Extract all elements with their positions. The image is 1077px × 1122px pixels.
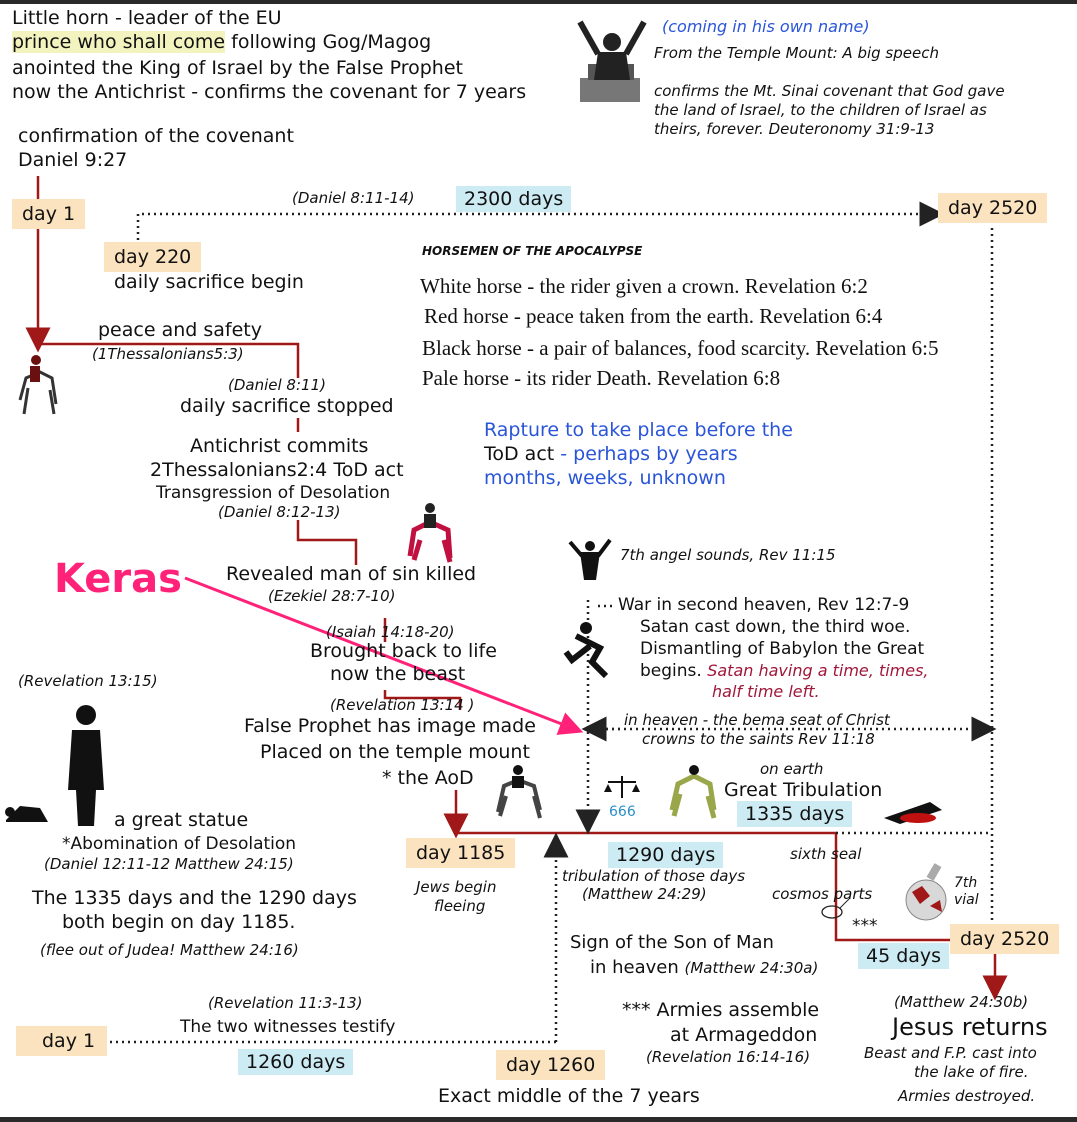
pale-horse-rider xyxy=(672,765,714,818)
red-horse: Red horse - peace taken from the earth. Revelation 6:4 xyxy=(424,304,883,328)
day-220: day 220 xyxy=(104,242,201,272)
vial-label: vial xyxy=(954,892,979,908)
ref-rev-1314: (Revelation 13:14 ) xyxy=(330,696,475,714)
placed-temple: Placed on the temple mount xyxy=(260,741,530,763)
satan-line-1: Satan cast down, the third woe. xyxy=(640,617,911,637)
ref-dan-811: (Daniel 8:11) xyxy=(228,376,326,394)
sixth-seal: sixth seal xyxy=(790,845,862,863)
ref-isaiah: (Isaiah 14:18-20) xyxy=(326,623,455,641)
rapture-tod: ToD act xyxy=(484,443,555,465)
worshipper-figure xyxy=(5,806,48,822)
great-statue: a great statue xyxy=(114,809,249,831)
header-line-1: Little horn - leader of the EU xyxy=(12,7,282,29)
beast-line-2: the lake of fire. xyxy=(914,1063,1029,1081)
covenant-line-1: confirmation of the covenant xyxy=(18,125,294,147)
day-2520-top: day 2520 xyxy=(938,193,1047,223)
slain-figure xyxy=(884,802,942,824)
white-horse-rider xyxy=(20,355,56,414)
peace-and-safety: peace and safety xyxy=(98,319,262,341)
rapture-line-2 xyxy=(484,442,738,466)
armies-line-2: at Armageddon xyxy=(670,1024,818,1046)
confirms-line-3: theirs, forever. Deuteronomy 31:9-13 xyxy=(654,120,935,138)
ref-rev-113: (Revelation 11:3-13) xyxy=(208,994,363,1012)
pale-horse: Pale horse - its rider Death. Revelation 6:8 xyxy=(422,366,781,390)
bema-line-1: in heaven - the bema seat of Christ xyxy=(624,711,890,729)
aod: the AoD xyxy=(397,767,474,789)
day-1-bottom: day 1 xyxy=(16,1026,107,1056)
jesus-returns: Jesus returns xyxy=(892,1013,1048,1041)
header-line-2 xyxy=(12,30,431,54)
transgression: Transgression of Desolation xyxy=(156,483,391,503)
ref-flee: (flee out of Judea! Matthew 24:16) xyxy=(40,941,299,959)
abom-star: * xyxy=(62,834,71,854)
jews-line-1: Jews begin xyxy=(416,878,497,896)
on-earth: on earth xyxy=(760,760,824,778)
balance-scale-icon xyxy=(604,776,640,798)
ref-ezekiel: (Ezekiel 28:7-10) xyxy=(268,587,396,605)
ref-dan-812: (Daniel 8:12-13) xyxy=(218,503,341,521)
jews-line-2: fleeing xyxy=(434,897,486,915)
revealed-man-of-sin: Revealed man of sin killed xyxy=(226,563,477,585)
vial-earth-icon xyxy=(906,863,946,920)
thess-24: 2Thessalonians2:4 xyxy=(150,459,328,481)
war-heaven: War in second heaven, Rev 12:7-9 xyxy=(618,595,910,615)
temple-speech: From the Temple Mount: A big speech xyxy=(654,44,939,62)
statue-figure xyxy=(68,705,104,826)
number-666: 666 xyxy=(609,804,636,820)
satan-time-1: Satan having a time, times, xyxy=(707,661,929,680)
ref-dan-1211: (Daniel 12:11-12 Matthew 24:15) xyxy=(44,855,294,873)
satan-time-2: half time left. xyxy=(712,682,820,701)
header-line-3: anointed the King of Israel by the False Prophet xyxy=(12,57,463,79)
rapture-line-1: Rapture to take place before the xyxy=(484,419,793,441)
cosmos-stars: *** xyxy=(852,916,878,936)
abom-text: Abomination of Desolation xyxy=(70,834,297,854)
confirms-line-1: confirms the Mt. Sinai covenant that God gave xyxy=(654,82,1005,100)
fp-image: False Prophet has image made xyxy=(244,715,536,737)
armies-assemble: Armies assemble xyxy=(656,999,820,1021)
armies-star: *** xyxy=(622,999,651,1021)
day-1185: day 1185 xyxy=(406,838,515,868)
armies-destroyed: Armies destroyed. xyxy=(898,1087,1036,1105)
confirms-line-2: the land of Israel, to the children of Israel as xyxy=(654,101,987,119)
ref-thess-53: (1Thessalonians5:3) xyxy=(92,345,244,363)
seal-marker xyxy=(822,906,842,918)
aod-line xyxy=(382,766,474,790)
sign-line-1: Sign of the Son of Man xyxy=(570,932,774,953)
span-45-days: 45 days xyxy=(858,943,949,969)
ref-rev-1614: (Revelation 16:14-16) xyxy=(646,1048,811,1066)
ref-dan-811-14: (Daniel 8:11-14) xyxy=(292,189,415,207)
black-horse: Black horse - a pair of balances, food scarcity. Revelation 6:5 xyxy=(422,336,939,360)
daily-sacrifice-stopped: daily sacrifice stopped xyxy=(180,395,394,417)
vial-7th: 7th xyxy=(954,875,978,891)
keras-annotation: Keras xyxy=(54,556,182,602)
sign-in-heaven: in heaven xyxy=(590,957,679,978)
white-horse-ref: Revelation 6:2 xyxy=(744,274,868,298)
exact-middle: Exact middle of the 7 years xyxy=(438,1085,700,1107)
coming-own-name: (coming in his own name) xyxy=(662,17,870,36)
prince-highlight: prince who shall come xyxy=(12,31,226,53)
satan-line-2: Dismantling of Babylon the Great xyxy=(640,639,925,659)
white-horse xyxy=(420,272,868,300)
black-horse-rider xyxy=(498,765,540,818)
span-1290-days: 1290 days xyxy=(608,842,723,868)
bottom-border xyxy=(0,1117,1077,1122)
sign-line-2 xyxy=(590,956,818,980)
tribulation-days: tribulation of those days xyxy=(562,867,746,885)
day-1260: day 1260 xyxy=(496,1050,605,1080)
header-line-2b: following Gog/Magog xyxy=(231,31,432,53)
speaker-figure xyxy=(580,22,644,102)
now-the-beast: now the beast xyxy=(330,663,466,685)
abomination xyxy=(62,832,296,856)
span-1260-days: 1260 days xyxy=(238,1049,353,1075)
red-horse-rider xyxy=(410,503,450,562)
great-tribulation: Great Tribulation xyxy=(724,779,883,801)
span-1335-days: 1335 days xyxy=(737,801,852,827)
two-witnesses: The two witnesses testify xyxy=(180,1017,396,1037)
beast-line-1: Beast and F.P. cast into xyxy=(864,1044,1037,1062)
thess-24-tod xyxy=(150,458,404,482)
antichrist-commits: Antichrist commits xyxy=(190,435,369,457)
white-horse-text: White horse - the rider given a crown. xyxy=(420,274,740,298)
bema-line-2: crowns to the saints Rev 11:18 xyxy=(642,730,875,748)
both-line-2: both begin on day 1185. xyxy=(62,911,296,933)
satan-begins: begins. xyxy=(640,661,702,681)
ref-mat-2430b: (Matthew 24:30b) xyxy=(894,993,1029,1011)
day-1-top: day 1 xyxy=(12,199,85,229)
day-2520-bottom: day 2520 xyxy=(950,924,1059,954)
both-line-1: The 1335 days and the 1290 days xyxy=(32,887,357,909)
header-line-4: now the Antichrist - confirms the covenant for 7 years xyxy=(12,81,527,103)
seventh-angel: 7th angel sounds, Rev 11:15 xyxy=(620,546,836,564)
satan-line-3 xyxy=(640,660,929,682)
armies-line-1 xyxy=(622,998,819,1022)
rapture-line-3: months, weeks, unknown xyxy=(484,467,726,489)
cosmos-parts: cosmos parts xyxy=(772,885,873,903)
falling-satan-figure xyxy=(566,622,606,676)
aod-star: * xyxy=(382,767,392,789)
covenant-line-2: Daniel 9:27 xyxy=(18,149,128,171)
tod-act: ToD act xyxy=(333,459,404,481)
brought-back: Brought back to life xyxy=(310,640,497,662)
daily-sacrifice-begin: daily sacrifice begin xyxy=(114,271,304,293)
ref-rev-1315: (Revelation 13:15) xyxy=(18,672,158,690)
span-2300-days: 2300 days xyxy=(456,186,571,212)
rapture-years: - perhaps by years xyxy=(560,443,738,465)
angel-figure xyxy=(570,540,610,580)
horsemen-title: HORSEMEN OF THE APOCALYPSE xyxy=(422,244,643,258)
ref-mat-2430a: (Matthew 24:30a) xyxy=(684,959,819,977)
ref-mat-2429: (Matthew 24:29) xyxy=(582,885,707,903)
